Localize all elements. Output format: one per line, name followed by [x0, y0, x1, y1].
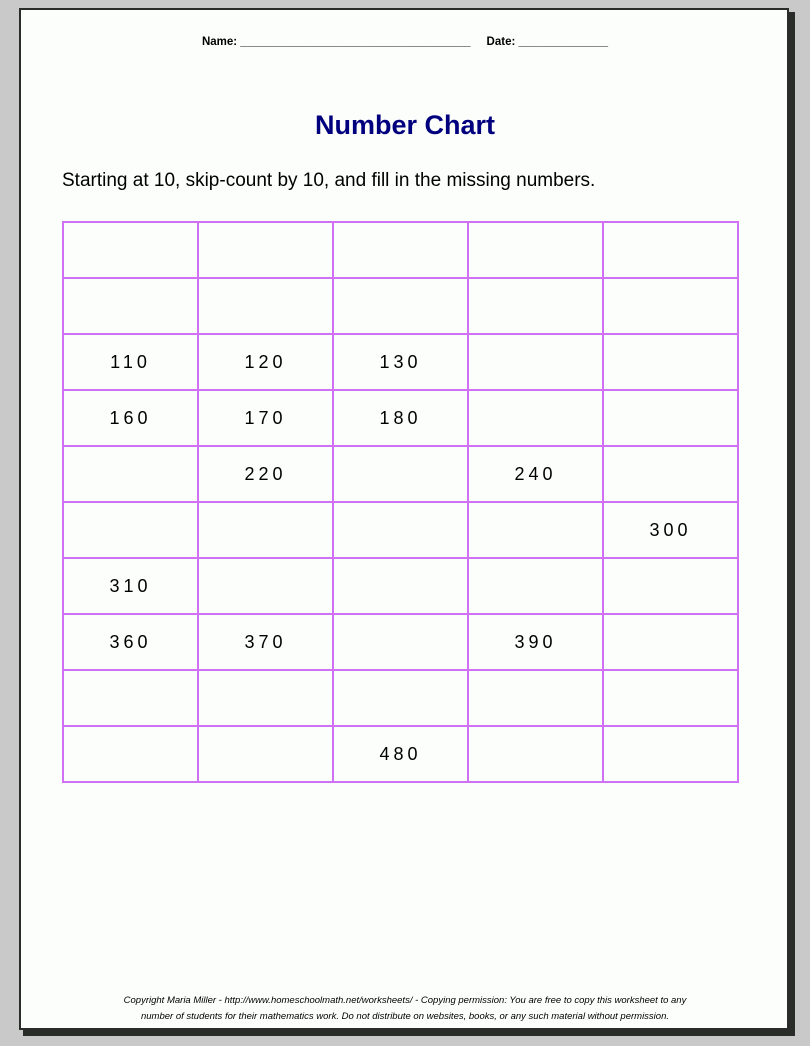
date-field[interactable]: ______________ [518, 36, 609, 48]
grid-cell[interactable] [468, 390, 603, 446]
grid-cell[interactable] [333, 446, 468, 502]
instructions: Starting at 10, skip-count by 10, and fill in the missing numbers. [62, 170, 596, 191]
grid-cell: 310 [63, 558, 198, 614]
number-chart-grid [62, 221, 739, 783]
grid-cell: 130 [333, 334, 468, 390]
grid-cell[interactable] [603, 614, 738, 670]
grid-cell: 300 [603, 502, 738, 558]
grid-cell[interactable] [198, 278, 333, 334]
copyright-footer [0, 993, 810, 1025]
grid-cell[interactable] [198, 558, 333, 614]
grid-cell: 360 [63, 614, 198, 670]
grid-cell: 220 [198, 446, 333, 502]
grid-cell: 390 [468, 614, 603, 670]
grid-cell: 370 [198, 614, 333, 670]
grid-row [63, 558, 738, 614]
grid-cell[interactable] [603, 334, 738, 390]
grid-row [63, 726, 738, 782]
grid-cell[interactable] [468, 334, 603, 390]
grid-cell[interactable] [333, 502, 468, 558]
grid-cell[interactable] [468, 502, 603, 558]
grid-cell: 170 [198, 390, 333, 446]
grid-cell[interactable] [333, 278, 468, 334]
grid-cell[interactable] [333, 222, 468, 278]
grid-cell: 180 [333, 390, 468, 446]
grid-cell[interactable] [603, 446, 738, 502]
grid-cell: 240 [468, 446, 603, 502]
grid-cell[interactable] [198, 502, 333, 558]
page-shadow-right [789, 12, 795, 1036]
grid-row [63, 390, 738, 446]
grid-cell: 160 [63, 390, 198, 446]
grid-row [63, 222, 738, 278]
footer-line-1: Copyright Maria Miller - http://www.homeschoolmath.net/worksheets/ - Copying permission: You are free to copy this worksheet to any [123, 995, 687, 1006]
grid-row [63, 614, 738, 670]
grid-cell[interactable] [198, 670, 333, 726]
grid-cell[interactable] [333, 670, 468, 726]
grid-cell[interactable] [468, 670, 603, 726]
grid-cell[interactable] [603, 390, 738, 446]
footer-line-2: number of students for their mathematics work. Do not distribute on websites, books, or any such material without permission. [140, 1011, 669, 1022]
grid-cell[interactable] [603, 278, 738, 334]
grid-cell[interactable] [63, 446, 198, 502]
grid-cell[interactable] [603, 222, 738, 278]
grid-cell[interactable] [63, 222, 198, 278]
grid-cell: 110 [63, 334, 198, 390]
grid-cell[interactable] [198, 222, 333, 278]
page-shadow-bottom [23, 1030, 795, 1036]
grid-cell[interactable] [468, 222, 603, 278]
grid-row [63, 334, 738, 390]
grid-cell[interactable] [63, 726, 198, 782]
grid-cell[interactable] [63, 278, 198, 334]
grid-row [63, 502, 738, 558]
grid-cell[interactable] [603, 670, 738, 726]
grid-cell[interactable] [468, 278, 603, 334]
grid-cell[interactable] [333, 614, 468, 670]
grid-cell[interactable] [468, 726, 603, 782]
grid-cell[interactable] [63, 502, 198, 558]
date-label: Date: [486, 36, 516, 48]
grid-cell[interactable] [63, 670, 198, 726]
name-field[interactable]: ____________________________________ [240, 36, 471, 48]
name-label: Name: [201, 36, 238, 48]
grid-row [63, 446, 738, 502]
page-title: Number Chart [314, 110, 496, 140]
grid-cell[interactable] [468, 558, 603, 614]
grid-row [63, 670, 738, 726]
grid-cell[interactable] [198, 726, 333, 782]
name-date-line [0, 36, 810, 48]
grid-cell: 480 [333, 726, 468, 782]
grid-cell: 120 [198, 334, 333, 390]
grid-row [63, 278, 738, 334]
grid-cell[interactable] [603, 726, 738, 782]
grid-cell[interactable] [603, 558, 738, 614]
grid-cell[interactable] [333, 558, 468, 614]
